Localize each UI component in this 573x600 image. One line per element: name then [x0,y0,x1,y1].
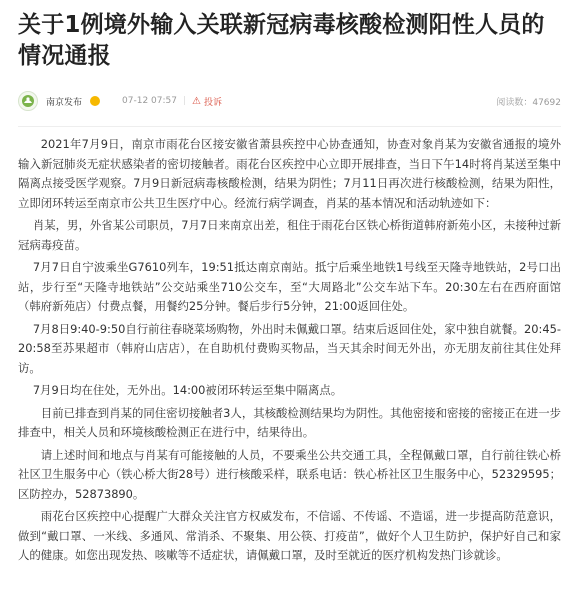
verified-badge-icon [90,96,100,106]
paragraph: 7月9日均在住处，无外出。14:00被闭环转运至集中隔离点。 [32,383,343,397]
publish-datetime: 07-12 07:57 [122,96,177,106]
paragraph: 请上述时间和地点与肖某有可能接触的人员，不要乘坐公共交通工具，全程佩戴口罩，自行前往铁心桥社区卫生服务中心（铁心桥大街28号）进行核酸采样，联系电话：铁心桥社区卫生服务中心，52329595；区防控办，52873890。 [18,447,561,501]
report-link[interactable] [192,95,222,108]
warning-icon: ⚠ [192,95,201,107]
paragraph: 目前已排查到肖某的同住密切接触者3人，其核酸检测结果均为阴性。其他密接和密接的密接正在进一步排查中，相关人员和环境核酸检测正在进行中，结果待出。 [18,405,561,439]
paragraph: 雨花台区疾控中心提醒广大群众关注官方权威发布，不信谣、不传谣、不造谣，进一步提高防范意识，做到“戴口罩、一米线、多通风、常消杀、不聚集、用公筷、打疫苗”，做好个人卫生防护，保护好自己和家人的健康。如您出现发热、咳嗽等不适症状，请佩戴口罩，及时至就近的医疗机构发热门诊就诊。 [18,509,561,562]
avatar[interactable] [18,91,38,111]
article-body [18,135,561,566]
paragraph: 7月7日自宁波乘坐G7610列车，19:51抵达南京南站。抵宁后乘坐地铁1号线至天隆寺地铁站，2号口出站，步行至“天隆寺地铁站”公交站乘坐710公交车，至“大周路北”公交车站下车。20:30左右在西府面馆（韩府新苑店）付费点餐，用餐约25分钟。餐后步行5分钟，21:00返回住处。 [18,260,561,313]
paragraph: 7月8日9:40-9:50自行前往春晓菜场购物，外出时未佩戴口罩。结束后返回住处，家中独自就餐。20:45-20:58至苏果超市（韩府山店店），在自助机付费购买物品，当天其余时间无外出，亦无朋友前往其住处拜访。 [18,321,561,375]
paragraph: 2021年7月9日，南京市雨花台区接安徽省萧县疾控中心协查通知，协查对象肖某为安徽省通报的境外输入新冠肺炎无症状感染者的密切接触者。雨花台区疾控中心立即开展排查，当日下午14时将肖某送至集中隔离点接受医学观察。7月9日新冠病毒核酸检测，结果为阴性；7月11日再次进行核酸检测，结果为阳性，立即闭环转运至南京市公共卫生医疗中心。经流行病学调查，肖某的基本情况和活动轨迹如下： [18,137,561,210]
article-meta [18,86,561,116]
report-label: 投诉 [203,97,222,108]
divider [18,126,561,127]
meta-separator: | [182,96,187,106]
author-name[interactable]: 南京发布 [46,97,83,108]
nanjing-fabu-logo-icon [21,94,35,108]
article-title: 关于1例境外输入关联新冠病毒核酸检测阳性人员的情况通报 [18,12,545,69]
paragraph: 肖某，男，外省某公司职员，7月7日来南京出差，租住于雨花台区铁心桥街道韩府新苑小区，未接种过新冠病毒疫苗。 [18,218,561,252]
read-count: 阅读数：47692 [496,97,561,108]
